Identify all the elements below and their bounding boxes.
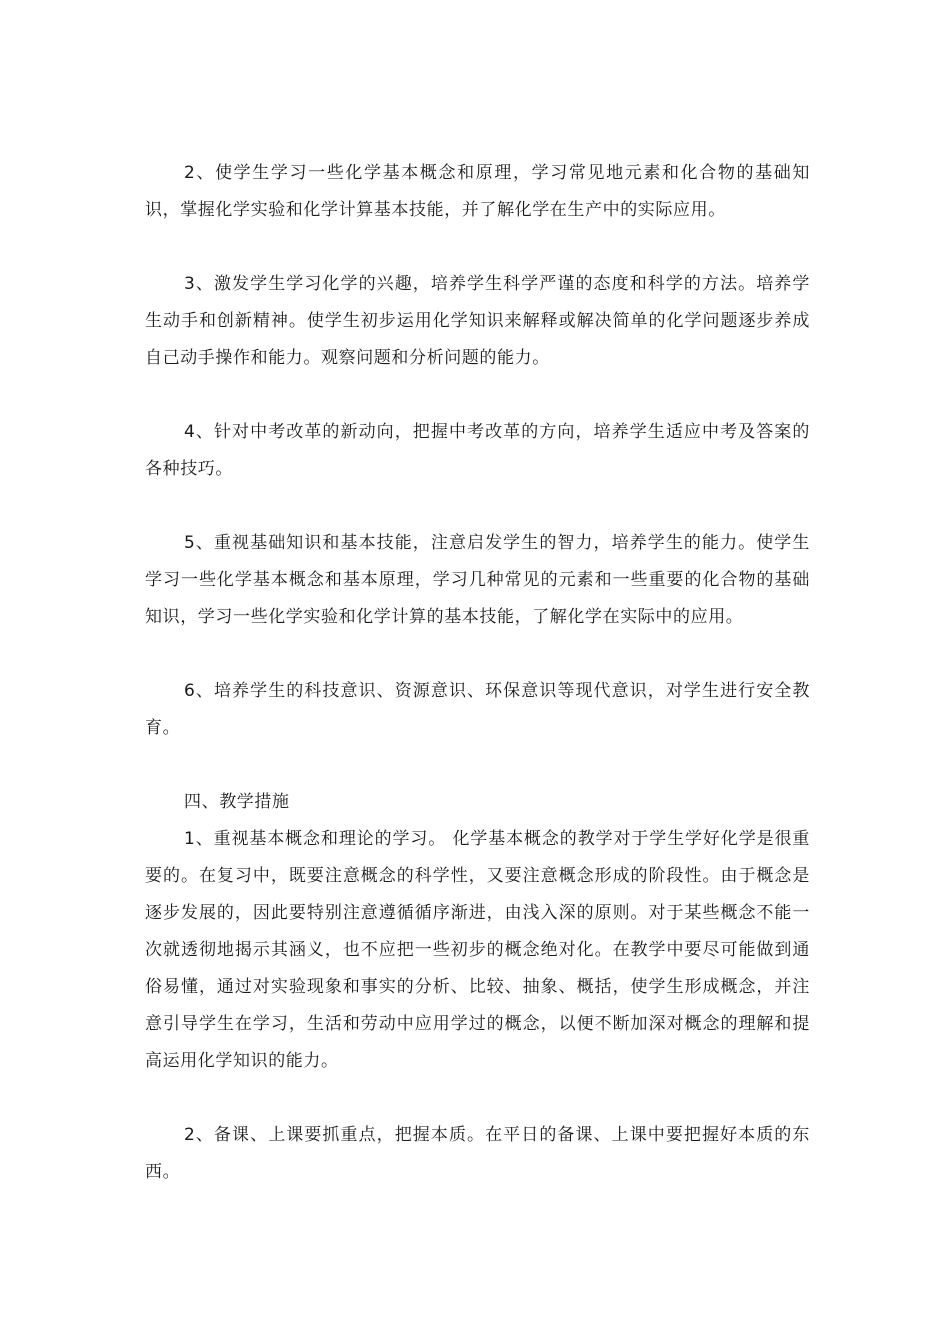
paragraph-goal-3: 3、激发学生学习化学的兴趣，培养学生科学严谨的态度和科学的方法。培养学生动手和创新精神。使学生初步运用化学知识来解释或解决简单的化学问题逐步养成自己动手操作和能力。观察问题和分析问题的能力。 [145, 274, 810, 368]
paragraph-gap [145, 1080, 810, 1117]
document-page [145, 155, 810, 1191]
paragraph-measure-2: 2、备课、上课要抓重点，把握本质。在平日的备课、上课中要把握好本质的东西。 [145, 1125, 810, 1182]
paragraph-gap [145, 488, 810, 525]
paragraph-goal-4: 4、针对中考改革的新动向，把握中考改革的方向，培养学生适应中考及答案的各种技巧。 [145, 422, 810, 479]
paragraph-measure-1: 1、重视基本概念和理论的学习。 化学基本概念的教学对于学生学好化学是很重要的。在复习中，既要注意概念的科学性，又要注意概念形成的阶段性。由于概念是逐步发展的，因此要特别注意遵循循序渐进，由浅入深的原则。对于某些概念不能一次就透彻地揭示其涵义，也不应把一些初步的概念绝对化。在教学中要尽可能做到通俗易懂，通过对实验现象和事实的分析、比较、抽象、概括，使学生形成概念，并注意引导学生在学习，生活和劳动中应用学过的概念，以便不断加深对概念的理解和提高运用化学知识的能力。 [145, 829, 810, 1071]
paragraph-gap [145, 229, 810, 266]
paragraph-goal-5: 5、重视基础知识和基本技能，注意启发学生的智力，培养学生的能力。使学生学习一些化学基本概念和基本原理，学习几种常见的元素和一些重要的化合物的基础知识，学习一些化学实验和化学计算的基本技能，了解化学在实际中的应用。 [145, 533, 810, 627]
paragraph-goal-6: 6、培养学生的科技意识、资源意识、环保意识等现代意识，对学生进行安全教育。 [145, 681, 810, 738]
paragraph-gap [145, 636, 810, 673]
paragraph-gap [145, 377, 810, 414]
paragraph-gap [145, 747, 810, 784]
paragraph-goal-2: 2、使学生学习一些化学基本概念和原理，学习常见地元素和化合物的基础知识，掌握化学实验和化学计算基本技能，并了解化学在生产中的实际应用。 [145, 163, 810, 220]
section-heading: 四、教学措施 [184, 792, 290, 812]
